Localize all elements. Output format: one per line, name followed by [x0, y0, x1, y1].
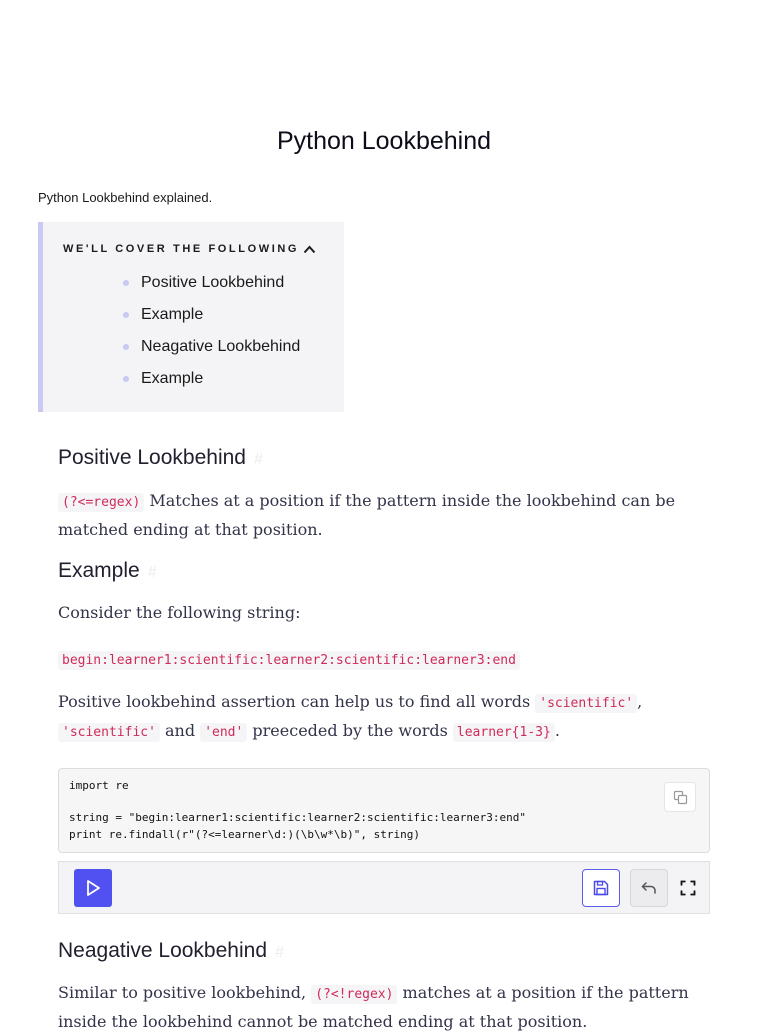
heading-positive-lookbehind: Positive Lookbehind # [58, 446, 263, 469]
page-summary: Python Lookbehind explained. [38, 190, 213, 205]
code-line: print re.findall(r"(?<=learner\d:)(\b\w*\b)", string) [69, 828, 420, 841]
reset-button[interactable] [630, 869, 668, 907]
code-toolbar [58, 861, 710, 914]
inline-code: 'scientific' [58, 723, 160, 742]
table-of-contents [38, 222, 344, 412]
sample-string [58, 645, 718, 674]
anchor-link[interactable]: # [253, 451, 263, 468]
bullet-icon [123, 280, 129, 286]
toc-item[interactable]: Neagative Lookbehind [123, 336, 300, 368]
toc-list [123, 272, 300, 400]
inline-code: (?<!regex) [311, 985, 397, 1004]
inline-code: learner{1-3} [453, 723, 555, 742]
chevron-up-icon [303, 245, 316, 254]
inline-code: 'scientific' [535, 694, 637, 713]
fullscreen-button[interactable] [674, 874, 702, 902]
example-description: Positive lookbehind assertion can help us to find all words 'scientific' , 'scientific' and 'end' preeceded by the words learner{1-3} . [58, 692, 643, 740]
run-button[interactable] [74, 869, 112, 907]
page-title: Python Lookbehind [276, 126, 492, 155]
inline-code: 'end' [200, 723, 247, 742]
toc-toggle[interactable] [63, 243, 316, 255]
expand-icon [680, 880, 696, 896]
heading-example: Example # [58, 559, 157, 582]
bullet-icon [123, 344, 129, 350]
bullet-icon [123, 376, 129, 382]
code-editor[interactable] [58, 768, 710, 853]
toc-header-label: WE'LL COVER THE FOLLOWING [63, 243, 300, 255]
anchor-link[interactable]: # [275, 944, 284, 961]
copy-button[interactable] [664, 782, 696, 812]
bullet-icon [123, 312, 129, 318]
save-icon [592, 879, 610, 897]
code-line: import re [69, 779, 129, 792]
play-icon [85, 879, 101, 897]
positive-lookbehind-description: (?<=regex) Matches at a position if the pattern inside the lookbehind can be matched ending at that position. [58, 491, 676, 539]
anchor-link[interactable]: # [147, 564, 157, 581]
negative-lookbehind-description: Similar to positive lookbehind, (?<!regex) matches at a position if the pattern inside the lookbehind cannot be matched ending at that position. [58, 983, 689, 1031]
inline-code: (?<=regex) [58, 493, 144, 512]
inline-code: begin:learner1:scientific:learner2:scientific:learner3:end [58, 651, 520, 670]
undo-icon [640, 879, 658, 897]
code-line: string = "begin:learner1:scientific:learner2:scientific:learner3:end" [69, 811, 526, 824]
heading-negative-lookbehind: Neagative Lookbehind # [58, 939, 284, 962]
copy-icon [673, 790, 688, 805]
save-button[interactable] [582, 869, 620, 907]
example-intro: Consider the following string: [58, 603, 301, 622]
toc-item[interactable]: Positive Lookbehind [123, 272, 300, 304]
toc-item[interactable]: Example [123, 368, 300, 400]
toc-item[interactable]: Example [123, 304, 300, 336]
